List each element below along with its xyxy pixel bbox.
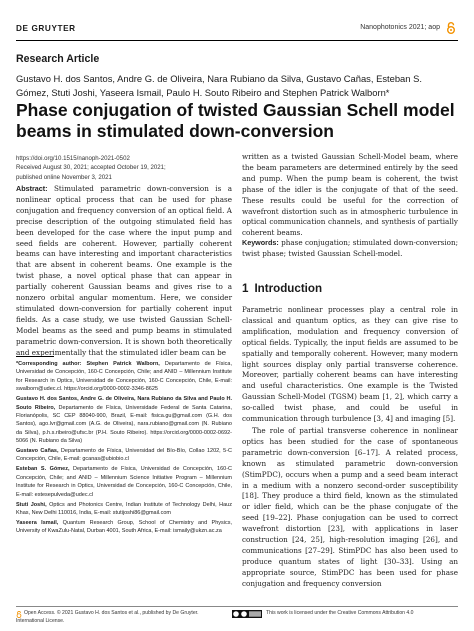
affiliation-item [16,501,232,518]
abstract-label: Abstract: [16,184,48,193]
abstract [16,184,232,359]
author-affiliations [16,360,232,537]
affiliation-item [16,447,232,464]
open-access-icon [16,611,22,618]
affiliation-name: Stuti Joshi, [16,501,47,508]
affiliation-item [16,395,232,445]
section-title: Introduction [254,282,323,295]
received-accepted-dates: Received August 30, 2021; accepted October 19, 2021; [16,164,166,172]
abstract-text: Stimulated parametric down-conversion is a nonlinear optical process that can be used for phase conjugation and frequency conversion of an optical field. A precise description of the outgoing stimulated field has been developed for the case where the input pump and seed fields are coherent. However, partially coherent beams can have interesting and important characteristics that are absent in coherent beams. One example is the twist phase, a novel optical phase that can appear in partially coherent Gaussian beams and gives rise to a nonzero orbital angular momentum. Here, we consider stimulated down-conversion for partially coherent input fields. As a case study, we use twisted Gaussian Schell-Model beams as the seed and pump beams in stimulated parametric down-conversion. It is shown both theoretically and experimentally that the stimulated idler beam can be [16,184,232,357]
license-type: International License. [16,618,65,624]
keywords-label: Keywords: [242,238,279,247]
intro-paragraph: Parametric nonlinear processes play a central role in classical and quantum optics, as they can give rise to amplification, modulation and frequency conversion of optical fields. Typically, the input fields are assumed to be spatially and temporally coherent. However, many modern light sources display only partial transverse coherence. Moreover, partially coherent beams can have interesting and useful characteristics. One example is the Twisted Gaussian Schell-Model (TGSM) beam [1, 2], which carry a so-called twist phase, and could be useful in communication through turbulence [3, 4] and imaging [5]. [242,305,458,424]
affiliation-text: Optics and Photonics Centre, Indian Institute of Technology Delhi, Hauz Khas, New Delhi 110016, India, E-mail: stutijoshi86@gmail.com [16,501,232,516]
affiliation-name: Esteban S. Gómez, [16,466,70,473]
affiliation-name: *Corresponding author: Stephen Patrick Walborn, [16,361,160,367]
intro-paragraph: The role of partial transverse coherence in nonlinear optics has been studied for the case of spontaneous parametric down-conversion [6–17]. A related process, known as stimulated parametric down-conversion (StimPDC), occurs when a pump and a seed beam interact in a medium with a nonzero second-order susceptibility [18]. They produce a third field, known as the stimulated or idler field, which can be the phase conjugate of the seed [19–22]. Phase conjugation can be used to correct wavefront distortion [23], with applications in laser construction [24, 25], high-resolution imaging [26], and communications [27–29]. StimPDC has also been used to produce quantum states of light [30–33]. Using an appropriate source, StimPDC has been used for phase conjugation and frequency conversion [242,426,458,588]
published-date: published online November 3, 2021 [16,173,112,181]
article-title: Phase conjugation of twisted Gaussian Schell model beams in stimulated down-conversion [16,100,455,141]
affiliation-text: Departamento de Física, Universidad de Concepción, 160-C Concepción, Chile; and ANID – Millennium Science Initiative Program – Millennium Institute for Research in Optics, Universidad de Concepción, 160-C Concepción, Chile, E-mail: estesepulveda@udec.cl [16,466,233,498]
affiliation-name: Yaseera Ismail, [16,519,59,526]
doi-link[interactable]: https://doi.org/10.1515/nanoph-2021-0502 [16,155,130,162]
affiliation-name: Gustavo H. dos Santos, Andre G. de Oliveira, Nara Rubiano da Silva and Paulo H. Souto Ribeiro, [16,396,232,411]
affiliation-item [16,519,232,536]
affiliation-divider [16,356,54,357]
affiliation-item [16,465,232,499]
affiliation-name: Gustavo Cañas, [16,448,59,455]
section-number: 1 [242,282,249,295]
open-access-icon [446,22,456,34]
section-heading [242,282,322,295]
affiliation-text: Departamento de Física, Universidade Federal de Santa Catarina, Florianópolis, SC CEP 88040-900, Brazil, E-mail: fisica.gu@gmail.com (G.H. dos Santos), ago.lvr@gmail.com (A.G. de Oliveira), nara.rubiano@gmail.com (N. Rubiano da Silva), p.h.s.ribeiro@ufsc.br (P.H. Souto Ribeiro). https://orcid.org/0000-0002-0692-5066 (N. Rubiano da Silva) [16,404,232,445]
article-metadata [16,154,231,182]
page-footer [16,610,458,630]
article-type-label: Research Article [16,53,100,65]
affiliation-text: Quantum Research Group, School of Chemistry and Physics, University of KwaZulu-Natal, Durban 4001, South Africa, E-mail: ismaily@ukzn.ac.za [16,519,233,535]
affiliation-item [16,360,232,394]
keywords-text: phase conjugation; stimulated down-conversion; twist phase; twisted Gaussian Schell-model. [242,238,458,258]
cc-by-license-icon [232,610,262,618]
footer-divider [16,606,458,607]
author-list: Gustavo H. dos Santos, Andre G. de Oliveira, Nara Rubiano da Silva, Gustavo Cañas, Esteban S. Gómez, Stuti Joshi, Yaseera Ismail, Paulo H. Souto Ribeiro and Stephen Patrick Walborn* [16,73,422,98]
license-statement: This work is licensed under the Creative Commons Attribution 4.0 [266,610,414,616]
journal-reference: Nanophotonics 2021; aop [360,24,440,31]
publisher-name: DE GRUYTER [16,24,76,33]
affiliation-text: Departamento de Física, Universidad de Concepción, 160-C Concepción, Chile; and ANID – Millennium Institute for Research in Optics, Universidad de Concepción, 160-C Concepción, Chile, E-mail: swalborn@udec.cl. https://orcid.org/0000-0002-3346-8625 [16,361,232,393]
copyright-notice: Open Access. © 2021 Gustavo H. dos Santos et al., published by De Gruyter. [24,610,199,616]
keywords [242,238,458,260]
header-divider [16,40,458,41]
affiliation-text: Departamento de Física, Universidad del Bío-Bío, Collao 1202, 5-C Concepción, Chile, E-mail: gcanas@ubiobio.cl [16,448,233,463]
page-header [0,0,474,40]
abstract-continued: written as a twisted Gaussian Schell-Model beam, where the beam parameters are determined entirely by the seed and pump. When the pump beam is coherent, the twist phase of the idler is the conjugate of that of the seed. These results could be useful for the correction of wavefront distortion such as in atmospheric turbulence in optical communication channels, and synthesis of partially coherent beams. [242,152,458,238]
